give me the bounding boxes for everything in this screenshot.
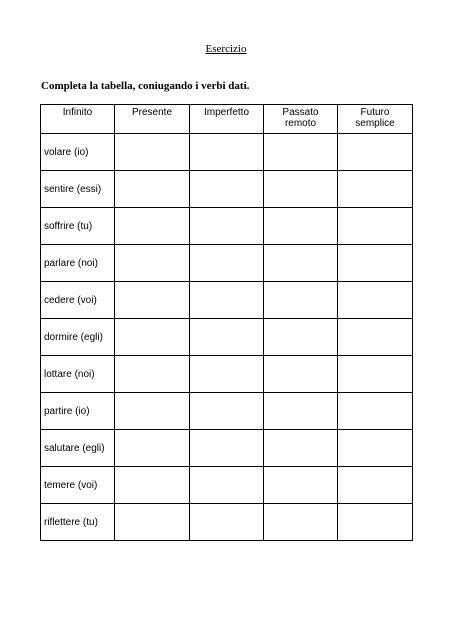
passato-remoto-cell[interactable] bbox=[264, 467, 338, 504]
table-row bbox=[41, 208, 413, 245]
passato-remoto-cell[interactable] bbox=[264, 430, 338, 467]
futuro-semplice-cell[interactable] bbox=[338, 504, 413, 541]
table-row bbox=[41, 430, 413, 467]
table-row bbox=[41, 393, 413, 430]
table-row bbox=[41, 282, 413, 319]
passato-remoto-cell[interactable] bbox=[264, 245, 338, 282]
futuro-semplice-cell[interactable] bbox=[338, 134, 413, 171]
presente-cell[interactable] bbox=[115, 356, 190, 393]
futuro-semplice-cell[interactable] bbox=[338, 282, 413, 319]
futuro-semplice-cell[interactable] bbox=[338, 467, 413, 504]
infinitive-cell: dormire (egli) bbox=[41, 319, 115, 356]
imperfetto-cell[interactable] bbox=[190, 504, 264, 541]
passato-remoto-cell[interactable] bbox=[264, 134, 338, 171]
table-header-row bbox=[41, 105, 413, 134]
imperfetto-cell[interactable] bbox=[190, 467, 264, 504]
presente-cell[interactable] bbox=[115, 208, 190, 245]
imperfetto-cell[interactable] bbox=[190, 208, 264, 245]
presente-cell[interactable] bbox=[115, 467, 190, 504]
page-title: Esercizio bbox=[205, 43, 247, 55]
imperfetto-cell[interactable] bbox=[190, 282, 264, 319]
passato-remoto-cell[interactable] bbox=[264, 282, 338, 319]
presente-cell[interactable] bbox=[115, 282, 190, 319]
table-row bbox=[41, 467, 413, 504]
presente-cell[interactable] bbox=[115, 393, 190, 430]
header-futuro-semplice: Futuro semplice bbox=[338, 105, 413, 134]
infinitive-cell: parlare (noi) bbox=[41, 245, 115, 282]
infinitive-cell: riflettere (tu) bbox=[41, 504, 115, 541]
futuro-semplice-cell[interactable] bbox=[338, 245, 413, 282]
infinitive-cell: partire (io) bbox=[41, 393, 115, 430]
table-row bbox=[41, 134, 413, 171]
header-presente: Presente bbox=[115, 105, 190, 134]
header-infinito: Infinito bbox=[41, 105, 115, 134]
passato-remoto-cell[interactable] bbox=[264, 356, 338, 393]
imperfetto-cell[interactable] bbox=[190, 245, 264, 282]
table-row bbox=[41, 356, 413, 393]
infinitive-cell: salutare (egli) bbox=[41, 430, 115, 467]
header-imperfetto: Imperfetto bbox=[190, 105, 264, 134]
futuro-semplice-cell[interactable] bbox=[338, 430, 413, 467]
presente-cell[interactable] bbox=[115, 245, 190, 282]
presente-cell[interactable] bbox=[115, 430, 190, 467]
futuro-semplice-cell[interactable] bbox=[338, 208, 413, 245]
imperfetto-cell[interactable] bbox=[190, 356, 264, 393]
table-row bbox=[41, 171, 413, 208]
infinitive-cell: cedere (voi) bbox=[41, 282, 115, 319]
table-row bbox=[41, 245, 413, 282]
infinitive-cell: sentire (essi) bbox=[41, 171, 115, 208]
infinitive-cell: soffrire (tu) bbox=[41, 208, 115, 245]
infinitive-cell: temere (voi) bbox=[41, 467, 115, 504]
passato-remoto-cell[interactable] bbox=[264, 319, 338, 356]
passato-remoto-cell[interactable] bbox=[264, 504, 338, 541]
futuro-semplice-cell[interactable] bbox=[338, 356, 413, 393]
header-passato-remoto: Passato remoto bbox=[264, 105, 338, 134]
imperfetto-cell[interactable] bbox=[190, 430, 264, 467]
presente-cell[interactable] bbox=[115, 171, 190, 208]
imperfetto-cell[interactable] bbox=[190, 319, 264, 356]
infinitive-cell: volare (io) bbox=[41, 134, 115, 171]
futuro-semplice-cell[interactable] bbox=[338, 393, 413, 430]
imperfetto-cell[interactable] bbox=[190, 134, 264, 171]
infinitive-cell: lottare (noi) bbox=[41, 356, 115, 393]
instruction-text: Completa la tabella, coniugando i verbi dati. bbox=[41, 80, 250, 92]
passato-remoto-cell[interactable] bbox=[264, 208, 338, 245]
imperfetto-cell[interactable] bbox=[190, 171, 264, 208]
presente-cell[interactable] bbox=[115, 319, 190, 356]
presente-cell[interactable] bbox=[115, 134, 190, 171]
futuro-semplice-cell[interactable] bbox=[338, 171, 413, 208]
passato-remoto-cell[interactable] bbox=[264, 171, 338, 208]
futuro-semplice-cell[interactable] bbox=[338, 319, 413, 356]
table-row bbox=[41, 319, 413, 356]
passato-remoto-cell[interactable] bbox=[264, 393, 338, 430]
presente-cell[interactable] bbox=[115, 504, 190, 541]
imperfetto-cell[interactable] bbox=[190, 393, 264, 430]
conjugation-table bbox=[40, 104, 413, 541]
table-body bbox=[41, 134, 413, 541]
table-row bbox=[41, 504, 413, 541]
